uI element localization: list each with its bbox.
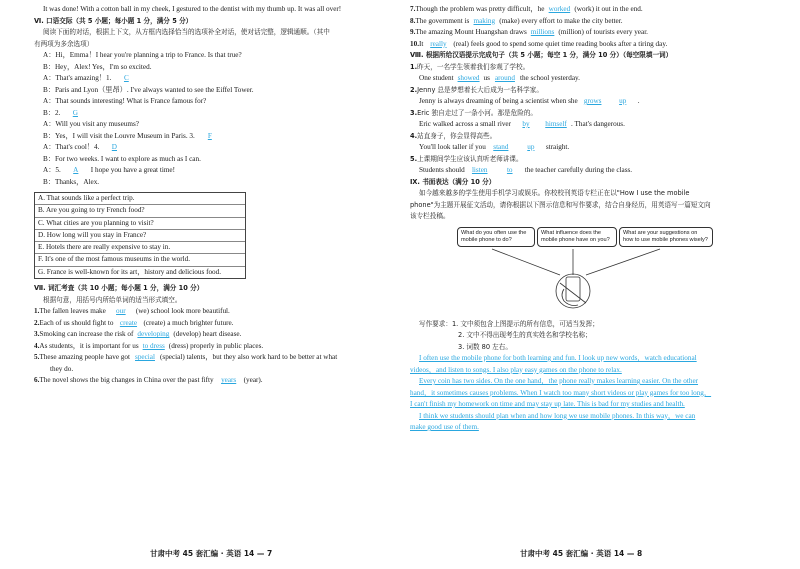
answer-blank: F: [207, 131, 212, 140]
dialogue-line: [34, 119, 394, 131]
english-text-mid: us: [483, 74, 490, 82]
essay-text: I can't finish my homework on time and may stay up late. This is bad for my studies and health.: [410, 400, 685, 408]
english-text-after: the teacher carefully during the class.: [524, 166, 633, 174]
req-3: 3. 词数 80 左右。: [458, 342, 512, 351]
translation-chinese: [410, 154, 778, 166]
answer-blank: himself: [545, 120, 567, 128]
essay-text: I often use the mobile phone for both learning and fun. I look up new words，watch educational: [419, 354, 697, 362]
section-6-instruction: 阅读下面的对话，根据上下文，从方框内选择恰当的选项补全对话，使对话完整，逻辑通顺。（其中: [43, 28, 330, 36]
option-item: B. Are you going to try French food?: [35, 205, 245, 217]
chinese-text: 昨天，一名学生领着我们参观了学校。: [417, 62, 530, 71]
item-text: they do.: [50, 364, 74, 373]
section-6-instruction-cont: 有两项为多余选项）: [34, 39, 94, 48]
english-text: Jenny is always dreaming of being a scientist when she: [419, 97, 578, 105]
item-number: 3.: [34, 330, 40, 339]
dialogue-text: B：For two weeks. I want to explore as much as I can.: [43, 154, 201, 163]
req-1: 1. 文中须包含上图提示的所有信息，可适当发挥；: [451, 319, 599, 328]
dialogue-line: [34, 62, 394, 74]
option-item: D. How long will you stay in France?: [35, 230, 245, 242]
item-number: 1.: [410, 62, 418, 71]
english-text: Eric walked across a small river: [419, 120, 512, 128]
essay-line: [410, 388, 778, 400]
dialogue-text-after: I hope you have a great time!: [90, 166, 175, 174]
essay-text: hand，it sometimes causes problems. When I watch too many short videos or play games for too long，: [410, 388, 712, 397]
dialogue-line: [34, 142, 394, 154]
item-text-after: (make) every effort to make the city better.: [499, 16, 623, 25]
essay-text: make good use of them.: [410, 423, 479, 431]
answer-blank: millions: [530, 28, 555, 36]
answer-blank: C: [123, 74, 129, 82]
answer-blank: G: [72, 108, 78, 117]
vocab-item: [34, 341, 394, 353]
vocab-item: [34, 329, 394, 341]
essay-text: Every coin has two sides. On the one hand，the phone really makes learning easier. On the other: [419, 377, 699, 385]
dialogue-text: B：2.: [43, 108, 61, 117]
answer-blank: making: [473, 16, 496, 25]
dialogue-text: B：Paris and Lyon（里昂）. I've always wanted to see the Eiffel Tower.: [43, 85, 254, 94]
item-number: 7.: [410, 5, 416, 13]
dialogue-text: A：Will you visit any museums?: [43, 120, 139, 128]
essay-text: videos，and listen to songs. I also play easy games on the phone to relax.: [410, 365, 622, 374]
model-essay: [410, 353, 778, 434]
writing-prompt-diagram: [410, 223, 778, 319]
chinese-text: 上课期间学生应该认真听老师讲课。: [417, 154, 523, 163]
dialogue: [34, 50, 394, 188]
dialogue-text: A：That sounds interesting! What is France famous for?: [43, 97, 207, 105]
section-9-para-3: 该专栏投稿。: [410, 212, 450, 220]
dialogue-line: [34, 73, 394, 85]
item-text-after: (million) of tourists every year.: [558, 28, 648, 36]
answer-blank: up: [619, 97, 627, 105]
section-9-title: Ⅸ. 书面表达（满分 10 分）: [410, 177, 496, 186]
answer-blank: special: [135, 353, 155, 362]
req-2: 2. 文中不得出现考生的真实姓名和学校名称；: [458, 331, 592, 339]
answer-blank: create: [119, 318, 138, 327]
vocab-item: [34, 318, 394, 330]
answer-blank: to: [506, 166, 513, 174]
question-box-3: What are your suggestions on how to use mobile phones wisely?: [619, 227, 713, 247]
translation-chinese: [410, 108, 778, 120]
translation-list: [410, 62, 778, 177]
answer-blank: A: [73, 166, 79, 174]
answer-blank: years: [221, 376, 237, 385]
essay-text: I think we students should plan when and how long we use mobile phones. In this way，we can: [419, 411, 696, 420]
item-number: 2.: [410, 85, 418, 94]
translation-chinese: [410, 62, 778, 74]
answer-blank: to dress: [142, 341, 165, 350]
dialogue-text: A：5.: [43, 166, 61, 174]
answer-blank: stand: [493, 143, 509, 151]
answer-blank: worked: [548, 5, 571, 13]
dialogue-text: B：Thanks，Alex.: [43, 177, 100, 186]
essay-line: [410, 353, 778, 365]
english-text: One student: [419, 74, 454, 82]
item-text-after: (develop) heart disease.: [173, 330, 242, 339]
essay-line: [410, 365, 778, 377]
english-text: You'll look taller if you: [419, 143, 486, 151]
item-number: 5.: [410, 154, 418, 163]
item-number: 9.: [410, 28, 416, 36]
chinese-text: 站直身子，你会显得高些。: [417, 131, 497, 140]
english-text-after: straight.: [545, 143, 570, 151]
item-text: Each of us should fight to: [39, 318, 114, 327]
vocab-list: [34, 306, 394, 387]
dialogue-line: [34, 177, 394, 189]
right-footer: 甘肃中考 45 套汇编 · 英语 14 — 8: [520, 549, 643, 558]
chinese-text: Jenny 总是梦想着长大后成为一名科学家。: [417, 85, 543, 94]
section-7-title: Ⅶ. 词汇考查（共 10 小题；每小题 1 分，满分 10 分）: [34, 284, 204, 293]
option-item: A. That sounds like a perfect trip.: [35, 193, 245, 205]
item-text: The amazing Mount Huangshan draws: [415, 28, 527, 36]
translation-english: [410, 73, 778, 85]
item-text-after: (dress) properly in public places.: [168, 341, 264, 350]
section-6-title: Ⅵ. 口语交际（共 5 小题；每小题 1 分，满分 5 分）: [34, 16, 193, 25]
options-box: [34, 192, 246, 279]
item-text: It: [418, 39, 424, 48]
essay-line: [410, 399, 778, 411]
translation-chinese: [410, 85, 778, 97]
vocab-item: [34, 364, 394, 376]
item-text: These amazing people have got: [39, 353, 130, 362]
answer-blank: up: [527, 143, 535, 151]
dialogue-line: [34, 96, 394, 108]
answer-blank: developing: [137, 330, 170, 339]
chinese-text: Eric 独自走过了一条小河。那是危险的。: [417, 108, 538, 117]
item-text: Smoking can increase the risk of: [39, 330, 134, 339]
answer-blank: by: [522, 120, 530, 128]
answer-blank: our: [116, 307, 126, 316]
answer-blank: showed: [457, 74, 480, 82]
item-number: 4.: [34, 341, 40, 350]
dialogue-text: B：Yes，I will visit the Louvre Museum in Paris. 3.: [43, 131, 195, 140]
item-number: 1.: [34, 307, 40, 316]
dialogue-text: A：That's cool！4.: [43, 143, 100, 151]
item-text: The government is: [415, 16, 470, 25]
essay-line: [410, 411, 778, 423]
question-box-1: What do you often use the mobile phone to do?: [457, 227, 535, 247]
translation-english: [410, 142, 778, 154]
item-text: The fallen leaves make: [39, 307, 106, 316]
dialogue-text: A：That's amazing！1.: [43, 74, 112, 82]
vocab-item: [34, 375, 394, 387]
answer-blank: around: [494, 74, 515, 82]
english-text-after: .: [637, 97, 640, 105]
section-9-para-2: phone"为主题开展征文活动，请你根据以下图示信息和写作要求，结合自身经历，用英语写一篇短文向: [410, 200, 711, 209]
vocab-item: [34, 352, 394, 364]
vocab-item: [410, 27, 778, 39]
answer-blank: D: [111, 143, 117, 151]
item-number: 3.: [410, 108, 418, 117]
translation-english: [410, 96, 778, 108]
item-number: 6.: [34, 376, 40, 385]
question-box-2: What influence does the mobile phone have on you?: [537, 227, 617, 247]
left-footer: 甘肃中考 45 套汇编 · 英语 14 — 7: [150, 549, 273, 558]
item-number: 10.: [410, 39, 419, 48]
phone-hand-icon: [410, 223, 778, 319]
option-item: E. Hotels there are really expensive to stay in.: [35, 242, 245, 254]
option-item: G. France is well-known for its art，history and delicious food.: [38, 267, 222, 276]
section-9-para: 如今越来越多的学生使用手机学习或娱乐。你校校刊英语专栏正在以"How I use the mobile: [419, 189, 690, 197]
item-text-after: (real) feels good to spend some quiet time reading books after a tiring day.: [453, 39, 668, 48]
item-text-after: (work) it out in the end.: [574, 5, 643, 13]
item-text-after: (we) school look more beautiful.: [135, 307, 230, 316]
translation-english: [410, 119, 778, 131]
vocab-item: [410, 4, 778, 16]
dialogue-line: [34, 165, 394, 177]
dialogue-line: [34, 50, 394, 62]
answer-blank: listen: [471, 166, 488, 174]
item-text-after: (create) a much brighter future.: [143, 318, 234, 327]
vocab-item: [410, 16, 778, 28]
item-text-after: (special) talents，but they also work hard to be better at what: [160, 353, 338, 362]
left-page: [34, 4, 394, 387]
requirements-line-1: [410, 319, 778, 331]
vocab-list-cont: [410, 4, 778, 50]
intro-text: It was done! With a cotton ball in my cheek, I gestured to the dentist with my thumb up. It was all over!: [43, 5, 342, 13]
answer-blank: grows: [583, 97, 602, 105]
translation-english: [410, 165, 778, 177]
english-text: Students should: [419, 166, 465, 174]
section-8-title: Ⅷ. 根据所给汉语提示完成句子（共 5 小题；每空 1 分，满分 10 分）（每空限填一词）: [410, 51, 673, 59]
english-text-after: . That's dangerous.: [571, 120, 625, 128]
dialogue-line: [34, 154, 394, 166]
item-number: 5.: [34, 353, 40, 362]
english-text-after: the school yesterday.: [519, 74, 580, 82]
essay-line: [410, 376, 778, 388]
item-text: As students，it is important for us: [39, 341, 139, 350]
item-text: Though the problem was pretty difficult，he: [415, 5, 545, 13]
section-7-instruction: 根据句意，用括号内所给单词的适当形式填空。: [43, 295, 182, 304]
item-number: 8.: [410, 16, 416, 25]
dialogue-line: [34, 108, 394, 120]
dialogue-line: [34, 131, 394, 143]
essay-line: [410, 422, 778, 434]
dialogue-text: B：Hey，Alex! Yes，I'm so excited.: [43, 62, 152, 71]
item-text: The novel shows the big changes in China over the past fifty: [39, 376, 214, 385]
dialogue-text: A：Hi，Emma！I hear you're planning a trip to France. Is that true?: [43, 51, 242, 59]
req-label: 写作要求：: [419, 319, 452, 328]
item-number: 4.: [410, 131, 418, 140]
right-page: [410, 4, 778, 434]
option-item: F. It's one of the most famous museums in the world.: [35, 254, 245, 266]
answer-blank: really: [430, 39, 447, 48]
vocab-item: [410, 39, 778, 51]
item-number: 2.: [34, 318, 40, 327]
vocab-item: [34, 306, 394, 318]
dialogue-line: [34, 85, 394, 97]
option-item: C. What cities are you planning to visit?: [35, 218, 245, 230]
item-text-after: (year).: [243, 376, 263, 385]
translation-chinese: [410, 131, 778, 143]
